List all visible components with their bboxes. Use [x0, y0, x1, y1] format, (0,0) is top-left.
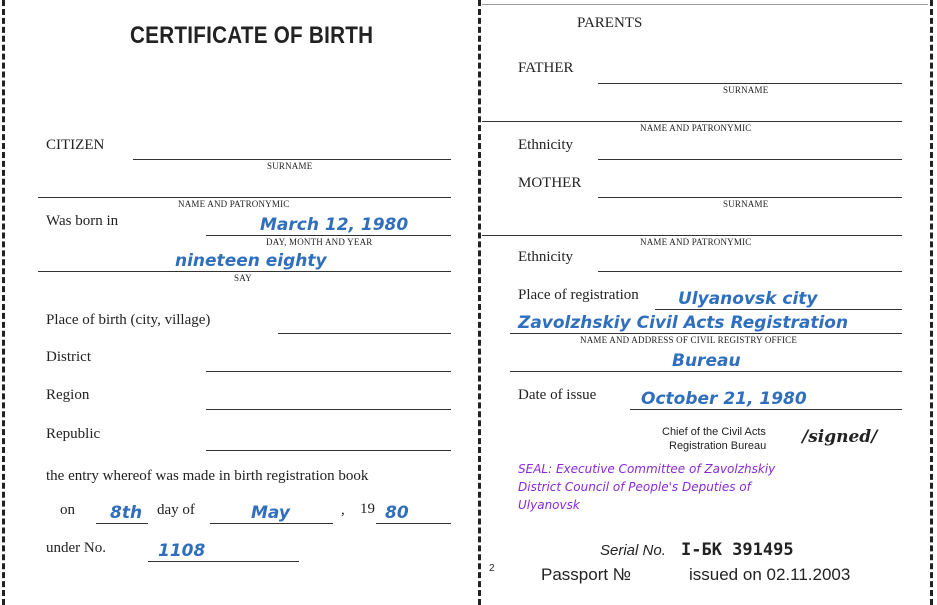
page-number: 2	[489, 563, 495, 574]
citizen-surname-caption: SURNAME	[267, 161, 313, 171]
mother-name-caption: NAME AND PATRONYMIC	[640, 237, 752, 247]
father-label: FATHER	[518, 60, 574, 76]
seal-line3: Ulyanovsk	[518, 498, 580, 512]
mother-ethnicity-line	[598, 271, 902, 272]
region-label: Region	[46, 387, 90, 403]
date-of-issue-label: Date of issue	[518, 387, 597, 403]
republic-label: Republic	[46, 426, 101, 442]
district-label: District	[46, 349, 91, 365]
registry-office-caption: NAME AND ADDRESS OF CIVIL REGISTRY OFFICE	[580, 335, 798, 345]
top-rule	[482, 4, 928, 5]
on-label: on	[60, 502, 75, 518]
passport-label: Passport №	[541, 565, 632, 584]
mother-name-line	[482, 235, 902, 236]
seal-line2: District Council of People's Deputies of	[518, 480, 751, 494]
father-surname-line	[598, 83, 902, 84]
parents-heading: PARENTS	[577, 15, 643, 31]
certificate-title: CERTIFICATE OF BIRTH	[130, 22, 374, 49]
center-divider	[478, 0, 481, 605]
republic-line	[206, 450, 451, 451]
mother-surname-line	[598, 197, 902, 198]
place-of-birth-line	[278, 333, 451, 334]
registry-office-line2: Bureau	[672, 351, 741, 371]
month-line	[210, 523, 333, 524]
born-say-value: nineteen eighty	[175, 251, 327, 271]
entry-text: the entry whereof was made in birth registration book	[46, 468, 369, 484]
born-say-caption: SAY	[234, 273, 252, 283]
born-date-value: March 12, 1980	[260, 215, 409, 235]
born-label: Was born in	[46, 213, 119, 229]
born-date-line	[206, 235, 451, 236]
under-no-label: under No.	[46, 540, 106, 556]
signature-value: /signed/	[802, 427, 878, 447]
year-prefix: 19	[360, 501, 375, 517]
registration-number-value: 1108	[158, 541, 206, 561]
born-say-line	[38, 271, 451, 272]
place-of-registration-label: Place of registration	[518, 287, 639, 303]
place-of-birth-label: Place of birth (city, village)	[46, 312, 211, 328]
day-of-label: day of	[157, 502, 195, 518]
year-line	[376, 523, 451, 524]
father-name-caption: NAME AND PATRONYMIC	[640, 123, 752, 133]
date-of-issue-line	[630, 409, 902, 410]
registration-number-line	[148, 561, 299, 562]
citizen-name-caption: NAME AND PATRONYMIC	[178, 199, 290, 209]
father-name-line	[482, 121, 902, 122]
citizen-name-line	[38, 197, 451, 198]
left-border	[2, 0, 5, 605]
registry-office-line1: Zavolzhskiy Civil Acts Registration	[518, 313, 849, 333]
registry-office-line2-rule	[510, 371, 902, 372]
born-date-caption: DAY, MONTH AND YEAR	[266, 237, 373, 247]
month-value: May	[251, 503, 290, 523]
serial-number-value: I-БК 391495	[681, 540, 794, 560]
citizen-label: CITIZEN	[46, 137, 105, 153]
chief-title-line2: Registration Bureau	[669, 440, 767, 452]
father-surname-caption: SURNAME	[723, 85, 769, 95]
region-line	[206, 409, 451, 410]
serial-number-label: Serial No.	[600, 542, 666, 559]
mother-label: MOTHER	[518, 175, 582, 191]
mother-ethnicity-label: Ethnicity	[518, 249, 573, 265]
right-border	[930, 0, 933, 605]
citizen-surname-line	[133, 159, 451, 160]
place-of-registration-value: Ulyanovsk city	[678, 289, 818, 309]
passport-issued-text: issued on 02.11.2003	[689, 565, 851, 584]
day-line	[96, 523, 148, 524]
father-ethnicity-label: Ethnicity	[518, 137, 573, 153]
district-line	[206, 371, 451, 372]
mother-surname-caption: SURNAME	[723, 199, 769, 209]
date-of-issue-value: October 21, 1980	[641, 389, 807, 409]
year-value: 80	[385, 503, 409, 523]
father-ethnicity-line	[598, 159, 902, 160]
seal-line1: SEAL: Executive Committee of Zavolzhskiy	[518, 462, 776, 476]
day-value: 8th	[110, 503, 143, 523]
comma: ,	[341, 502, 345, 518]
chief-title-line1: Chief of the Civil Acts	[662, 426, 766, 438]
place-of-registration-line	[655, 309, 902, 310]
registry-office-line	[510, 333, 902, 334]
